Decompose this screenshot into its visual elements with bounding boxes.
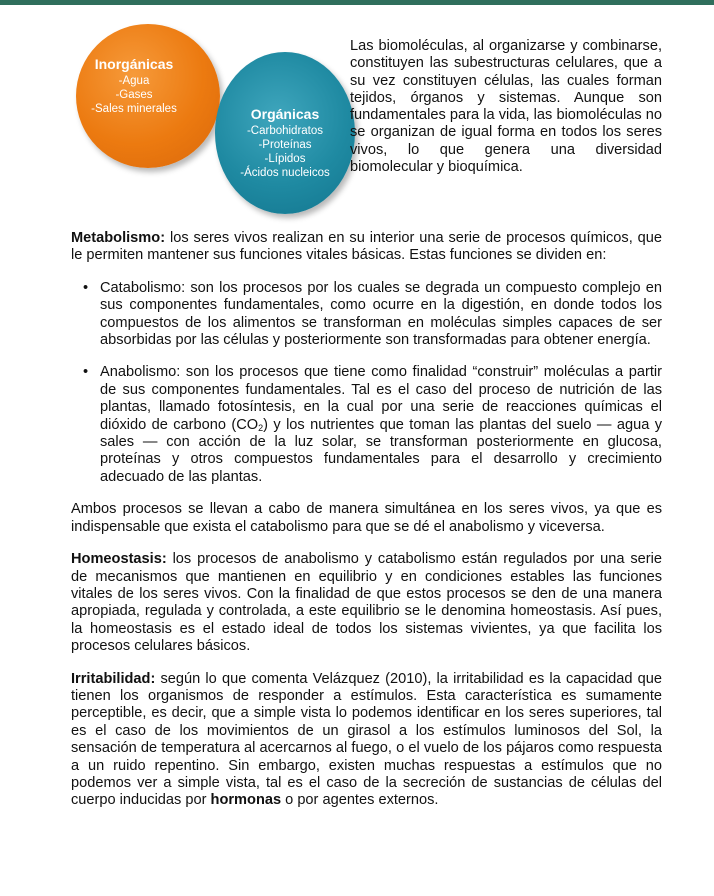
- irritabilidad-paragraph: [71, 671, 662, 810]
- bullet-icon: •: [83, 279, 89, 296]
- top-border: [0, 0, 714, 5]
- organic-item: -Ácidos nucleicos: [240, 167, 330, 179]
- homeostasis-term: Homeostasis:: [71, 551, 167, 568]
- hormonas-bold: hormonas: [210, 792, 282, 809]
- catabolismo-text: Catabolismo: son los procesos por los cuales se degrada un compuesto complejo en sus componentes fundamentales, como ocurre en la digestión, en donde todos los compuestos de los alimentos se transforman en moléculas simples capaces de ser absorbidas por las células y posteriormente son transformadas para obtener energía.: [100, 279, 662, 349]
- organic-item: -Carbohidratos: [246, 125, 324, 137]
- metabolismo-term: Metabolismo:: [71, 230, 166, 246]
- anabolismo-text-a: Anabolismo: son los procesos que tiene como finalidad “construir” moléculas a partir de sus componentes fundamentales. Tal es el caso del proceso de nutrición de las plantas, llamado fotosíntesis, en la cual por una serie de reacciones químicas el dióxido de carbono (CO: [100, 364, 662, 433]
- organic-title: Orgánicas: [250, 106, 320, 122]
- co2-subscript: 2: [258, 422, 264, 433]
- homeostasis-paragraph: [71, 551, 662, 655]
- inorganic-biomolecules-circle: [76, 24, 220, 168]
- list-item-anabolismo: [71, 364, 662, 486]
- inorganic-title: Inorgánicas: [94, 56, 174, 72]
- metabolism-types-list: [71, 280, 662, 486]
- ambos-paragraph: Ambos procesos se llevan a cabo de manera simultánea en los seres vivos, ya que es indispensable que exista el catabolismo para que se dé el anabolismo y viceversa.: [71, 501, 662, 535]
- main-content: [71, 230, 662, 825]
- homeostasis-text: los procesos de anabolismo y catabolismo están regulados por una serie de mecanismos que mantienen en equilibrio y en condiciones estables las funciones vitales de los seres vivos. Con la finalidad de que estos procesos se den de una manera apropiada, regulada y controlada, a este equilibrio se le denomina homeostasis. Así pues, la homeostasis es el estado ideal de todos los sistemas vivientes, ya que facilita los procesos celulares básicos.: [71, 551, 662, 655]
- organic-biomolecules-circle: [215, 52, 355, 214]
- bullet-icon: •: [83, 364, 89, 381]
- organic-item: -Proteínas: [258, 139, 312, 151]
- irritabilidad-text-b: o por agentes externos.: [281, 792, 439, 809]
- organic-item: -Lípidos: [264, 153, 306, 165]
- irritabilidad-term: Irritabilidad:: [71, 670, 156, 687]
- intro-paragraph: Las biomoléculas, al organizarse y combinarse, constituyen las subestructuras celulares, que a su vez constituyen células, las cuales forman tejidos, órganos y sistemas. Aunque son fundamentales para la vida, las biomoléculas no se organizan de igual forma en todos los seres vivos, lo que genera una diversidad biomolecular y bioquímica.: [350, 38, 662, 176]
- metabolismo-paragraph: [71, 230, 662, 265]
- inorganic-item: -Gases: [115, 89, 153, 101]
- anabolismo-text-b: ) y los nutrientes que toman las plantas del suelo — agua y sales — con acción de la luz solar, se transforman posteriormente en glucosa, proteínas y otros compuestos fundamentales para el desarrollo y crecimiento adecuado de las plantas.: [100, 416, 662, 485]
- inorganic-item: -Sales minerales: [91, 103, 177, 115]
- metabolismo-text: los seres vivos realizan en su interior una serie de procesos químicos, que le permiten mantener sus funciones vitales básicas. Estas funciones se dividen en:: [71, 230, 662, 264]
- inorganic-item: -Agua: [118, 75, 150, 87]
- list-item-catabolismo: [71, 280, 662, 350]
- irritabilidad-text-a: según lo que comenta Velázquez (2010), la irritabilidad es la capacidad que tienen los organismos de responder a estímulos. Esta característica es sumamente perceptible, es decir, que a simple vista lo podemos identificar en los seres superiores, tal es el caso de los movimientos de un girasol a los estímulos luminosos del Sol, la sensación de temperatura al acercarnos al fuego, o el vuelo de los pájaros como respuesta a un ruido repentino. Sin embargo, existen muchas respuestas a estímulos que no podemos ver a simple vista, tal es el caso de la secreción de sustancias de células del cuerpo inducidas por: [71, 670, 662, 809]
